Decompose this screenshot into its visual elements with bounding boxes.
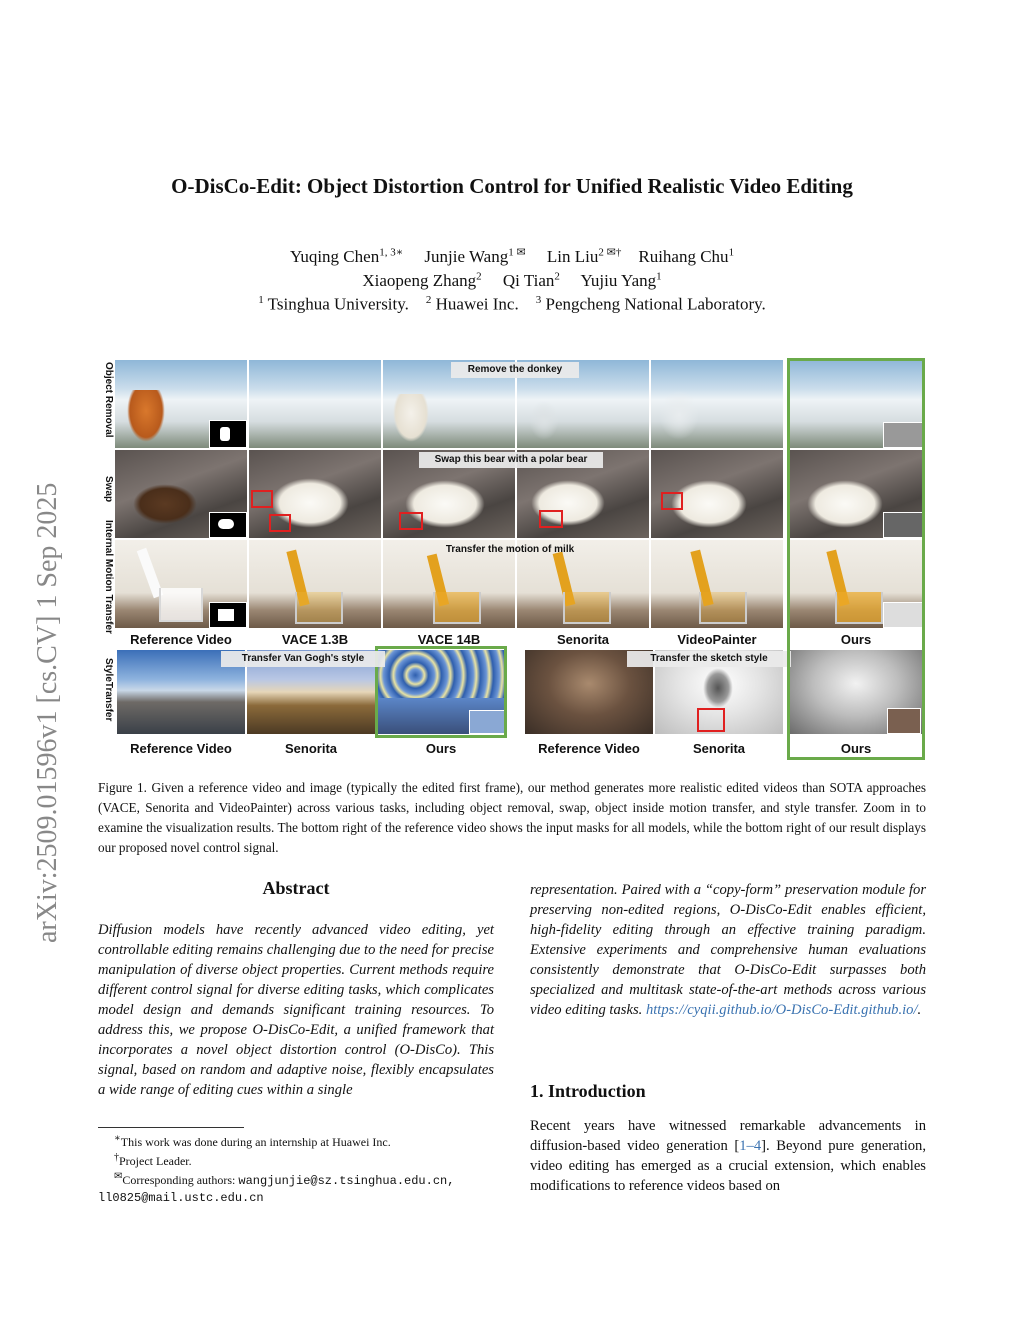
tile-removal-vace13	[249, 360, 381, 448]
author: Qi Tian$^2$	[502, 270, 560, 290]
intro-text: Recent years have witnessed remarkable advancements in diffusion-based video generation [1–4]. Beyond pure generation, video editing has emerged as a crucial extension, which enables modifications to reference videos based on	[530, 1118, 926, 1194]
abstract-text: Diffusion models have recently advanced video editing, yet controllable editing remains challenging due to the need for precise manipulation of diverse object properties. Current methods require different control signal for diverse editing tasks, which complicates model design and demands significant training resources. To address this, we propose O-DisCo-Edit, a unified framework that incorporates a novel object distortion control (O-DisCo). This signal, based on random and adaptive noise, flexibly encapsulates a wide range of editing cues within a single	[98, 922, 494, 1098]
col-label-bottom-ours-2: Ours	[840, 741, 872, 756]
col-label-ours: Ours	[840, 632, 872, 647]
intro-heading: 1. Introduction	[530, 1081, 646, 1101]
footnote-3-cont	[98, 1189, 494, 1206]
artifact-highlight	[661, 492, 683, 510]
prompt-swap-bear: Swap this bear with a polar bear	[419, 452, 603, 468]
artifact-highlight	[539, 510, 563, 528]
figure-1	[103, 358, 927, 762]
paper-title: O-DisCo-Edit: Object Distortion Control for Unified Realistic Video Editing	[171, 174, 853, 198]
prompt-remove-donkey: Remove the donkey	[451, 362, 579, 378]
arxiv-stamp	[18, 380, 70, 945]
col-label-bottom-reference: Reference Video	[130, 741, 232, 756]
tile-swap-reference	[115, 450, 247, 538]
tile-motion-videopainter	[651, 540, 783, 628]
arxiv-stamp-text: arXiv:2509.01596v1 [cs.CV] 1 Sep 2025	[32, 482, 63, 943]
input-mask	[209, 512, 247, 538]
col-label-vace13: VACE 1.3B	[281, 632, 349, 647]
prompt-vangogh: Transfer Van Gogh's style	[221, 651, 385, 667]
tile-swap-vace13	[249, 450, 381, 538]
citation-link[interactable]: 1–4	[739, 1138, 762, 1154]
email-1[interactable]: wangjunjie@sz.tsinghua.edu.cn,	[238, 1174, 455, 1188]
footnote-3: ✉Corresponding authors: wangjunjie@sz.tsinghua.edu.cn,	[114, 1171, 455, 1188]
artifact-highlight	[269, 514, 291, 532]
highlight-ours-vangogh	[375, 646, 507, 738]
row-label-style-transfer: StyleTransfer	[103, 658, 114, 722]
col-label-reference: Reference Video	[130, 632, 232, 647]
row-label-swap: Swap	[103, 476, 114, 503]
tile-motion-vace13	[249, 540, 381, 628]
author: Ruihang Chu$^1$	[638, 246, 735, 266]
footnote-2: †Project Leader.	[114, 1152, 192, 1168]
email-2[interactable]: ll0825@mail.ustc.edu.cn	[98, 1191, 264, 1205]
tile-swap-videopainter	[651, 450, 783, 538]
col-label-bottom-senorita-2: Senorita	[692, 741, 745, 756]
author: Yujiu Yang$^1$	[580, 270, 662, 290]
artifact-highlight	[399, 512, 423, 530]
prompt-motion-milk: Transfer the motion of milk	[445, 544, 575, 555]
input-mask	[209, 602, 247, 628]
abstract-heading: Abstract	[262, 878, 330, 898]
col-label-vace14: VACE 14B	[417, 632, 481, 647]
col-label-bottom-reference-2: Reference Video	[538, 741, 640, 756]
author: Yuqing Chen$^{1, 3∗}$	[289, 246, 404, 266]
input-mask	[209, 420, 247, 448]
prompt-sketch: Transfer the sketch style	[627, 651, 791, 667]
footnote-1: ∗This work was done during an internship at Huawei Inc.	[114, 1133, 391, 1149]
author: Xiaopeng Zhang$^2$	[362, 270, 482, 290]
artifact-highlight	[251, 490, 273, 508]
figure-caption: Figure 1. Given a reference video and image (typically the edited first frame), our method generates more realistic edited videos than SOTA approaches (VACE, Senorita and VideoPainter) across various tasks, including object removal, swap, object inside motion transfer, and style transfer. Zoom in to examine the visualization results. The bottom right of the reference video shows the input masks for all models, while the bottom right of our result displays our proposed novel control signal.	[98, 780, 926, 855]
author: Junjie Wang$^{1 ✉}$	[424, 246, 526, 266]
affiliations: $^1$ Tsinghua University. $^2$ Huawei Inc. $^3$ Pengcheng National Laboratory.	[258, 294, 766, 314]
highlight-ours-column	[787, 358, 925, 760]
project-link[interactable]: https://cyqii.github.io/O-DisCo-Edit.github.io/	[645, 1002, 918, 1018]
row-label-internal-motion: Internal Motion Transfer	[103, 520, 114, 634]
col-label-bottom-senorita: Senorita	[284, 741, 337, 756]
tile-removal-reference	[115, 360, 247, 448]
footnote-rule	[98, 1127, 244, 1128]
tile-motion-reference	[115, 540, 247, 628]
author: Lin Liu$^{2 ✉\dagger}$	[546, 246, 622, 266]
abstract-text-continued: representation. Paired with a “copy-form” preservation module for preserving non-edited regions, O-DisCo-Edit enables efficient, high-fidelity editing through an effective training paradigm. Extensive experiments and comprehensive human evaluations consistently demonstrate that O-DisCo-Edit surpasses both specialized and multitask state-of-the-art methods across various video editing tasks. https://cyqii.github.io/O-DisCo-Edit.github.io/.	[530, 882, 926, 1018]
artifact-highlight	[697, 708, 725, 732]
col-label-senorita: Senorita	[556, 632, 609, 647]
col-label-videopainter: VideoPainter	[677, 632, 757, 647]
footnotes	[98, 1131, 494, 1206]
col-label-bottom-ours: Ours	[425, 741, 457, 756]
row-label-object-removal: Object Removal	[103, 362, 114, 438]
tile-removal-videopainter	[651, 360, 783, 448]
